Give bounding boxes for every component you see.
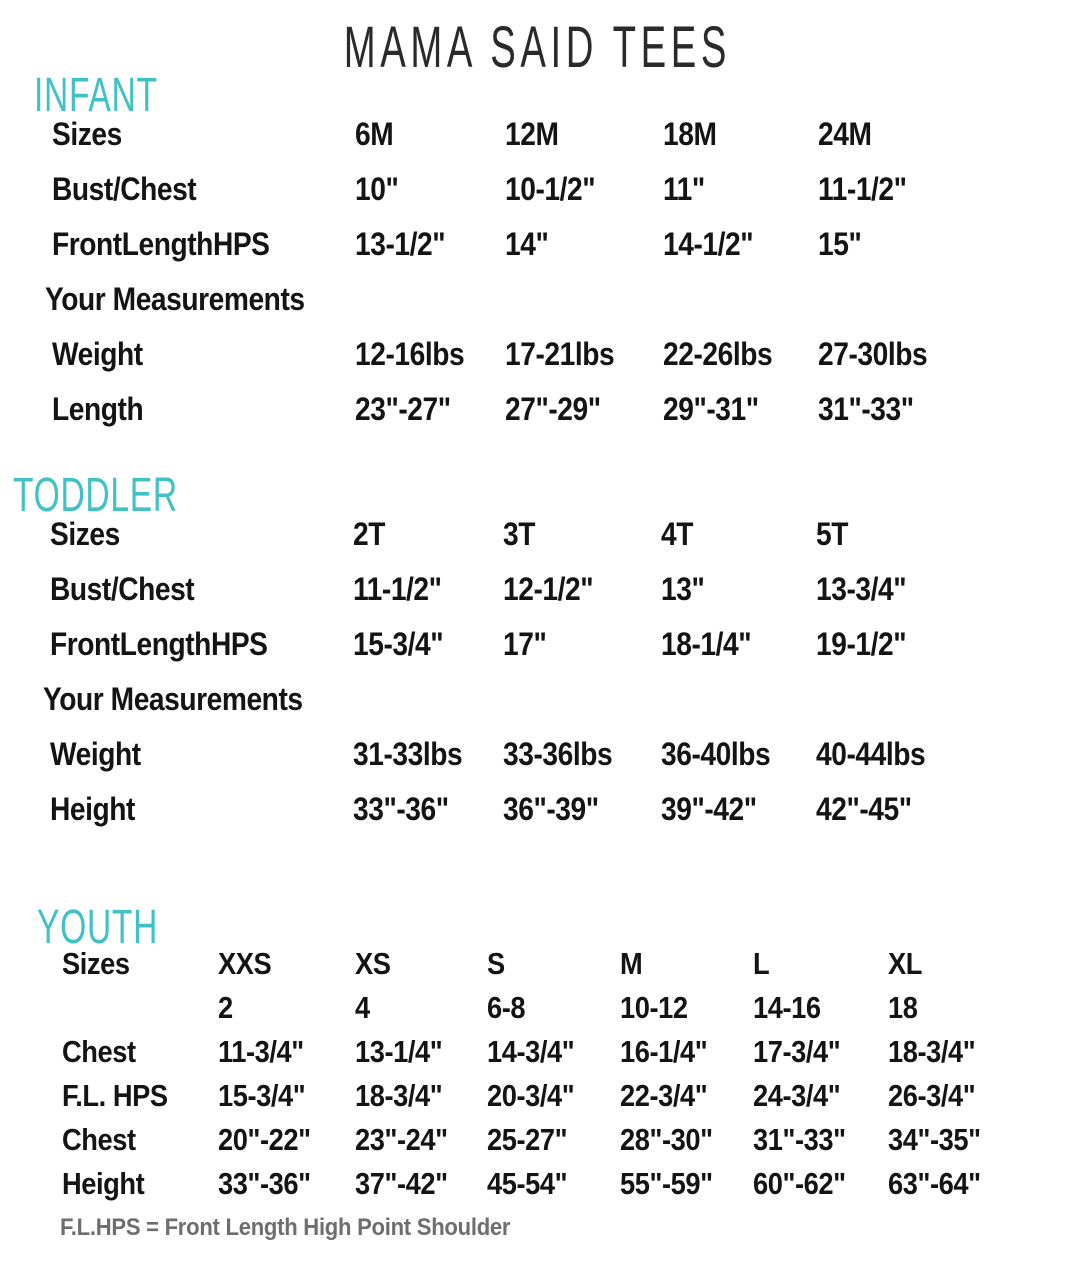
cell-value: 26-3/4" xyxy=(888,1078,976,1113)
cell-value: 3T xyxy=(503,516,535,552)
row-label: Sizes xyxy=(62,946,130,981)
table-row-youth-height xyxy=(62,1162,1072,1206)
cell-value: 15-3/4" xyxy=(353,626,444,662)
cell-value: 37"-42" xyxy=(355,1166,448,1201)
cell-value: 33"-36" xyxy=(353,791,449,827)
cell-value: XL xyxy=(888,946,922,981)
cell-value: 42"-45" xyxy=(816,791,912,827)
cell-value: 10-12 xyxy=(620,990,688,1025)
cell-value: 39"-42" xyxy=(661,791,757,827)
cell-value: 14-16 xyxy=(753,990,821,1025)
cell-value: 23"-27" xyxy=(355,391,451,427)
cell-value: 33-36lbs xyxy=(503,736,613,772)
cell-value: 63"-64" xyxy=(888,1166,981,1201)
row-label: Bust/Chest xyxy=(50,571,195,607)
cell-value: 14-1/2" xyxy=(663,226,754,262)
cell-value: 14" xyxy=(505,226,549,262)
row-label: Sizes xyxy=(50,516,120,552)
row-label: FrontLengthHPS xyxy=(50,626,268,662)
cell-value: 34"-35" xyxy=(888,1122,981,1157)
cell-value: 23"-24" xyxy=(355,1122,448,1157)
cell-value: 20"-22" xyxy=(218,1122,311,1157)
table-row-toddler-sizes xyxy=(50,507,1060,562)
table-row-infant-bust-chest xyxy=(52,162,1062,217)
cell-value: 11" xyxy=(663,171,705,207)
cell-value: 4T xyxy=(661,516,693,552)
table-subheading-infant-your-measurements xyxy=(45,272,1062,327)
cell-value: XXS xyxy=(218,946,272,981)
table-subheading-toddler-your-measurements xyxy=(43,672,1060,727)
cell-value: 60"-62" xyxy=(753,1166,846,1201)
table-row-infant-length xyxy=(52,382,1062,437)
row-label: Chest xyxy=(62,1122,136,1157)
cell-value: 31-33lbs xyxy=(353,736,463,772)
youth-table xyxy=(62,942,1072,1206)
cell-value: 36"-39" xyxy=(503,791,599,827)
cell-value: 12M xyxy=(505,116,559,152)
cell-empty xyxy=(503,672,642,727)
cell-value: 4 xyxy=(355,990,370,1025)
row-label xyxy=(62,986,199,1030)
cell-value: 45-54" xyxy=(487,1166,568,1201)
cell-empty xyxy=(355,272,487,327)
cell-empty xyxy=(816,672,1031,727)
cell-value: 17-21lbs xyxy=(505,336,615,372)
cell-value: 17" xyxy=(503,626,547,662)
table-row-toddler-weight xyxy=(50,727,1060,782)
row-label: F.L. HPS xyxy=(62,1078,168,1113)
cell-value: 22-26lbs xyxy=(663,336,773,372)
cell-value: 16-1/4" xyxy=(620,1034,708,1069)
cell-value: 10" xyxy=(355,171,399,207)
cell-value: 13-1/4" xyxy=(355,1034,443,1069)
cell-value: 12-16lbs xyxy=(355,336,465,372)
section-heading-toddler-text: TODDLER xyxy=(13,469,178,522)
subheading-label: Your Measurements xyxy=(45,281,305,317)
page-title-text: MAMA SAID TEES xyxy=(343,15,732,80)
cell-value: 31"-33" xyxy=(753,1122,846,1157)
table-row-youth-chest xyxy=(62,1030,1072,1074)
cell-value: 18-3/4" xyxy=(355,1078,443,1113)
table-row-toddler-front-length-hps xyxy=(50,617,1060,672)
cell-value: M xyxy=(620,946,643,981)
cell-value: 5T xyxy=(816,516,848,552)
cell-empty xyxy=(818,272,1033,327)
cell-value: 19-1/2" xyxy=(816,626,907,662)
row-label: Chest xyxy=(62,1034,136,1069)
section-heading-infant-text: INFANT xyxy=(34,69,158,122)
cell-value: 18-1/4" xyxy=(661,626,752,662)
row-label: Height xyxy=(62,1166,145,1201)
page-title xyxy=(0,14,1075,81)
cell-value: 6M xyxy=(355,116,394,152)
row-label: Sizes xyxy=(52,116,122,152)
table-row-toddler-height xyxy=(50,782,1060,837)
cell-value: 11-3/4" xyxy=(218,1034,304,1069)
cell-value: 13" xyxy=(661,571,705,607)
cell-value: 25-27" xyxy=(487,1122,568,1157)
cell-value: 29"-31" xyxy=(663,391,759,427)
cell-empty xyxy=(353,672,485,727)
infant-table xyxy=(45,107,1062,437)
cell-value: 22-3/4" xyxy=(620,1078,708,1113)
table-row-youth-numeric-sizes xyxy=(62,986,1072,1030)
table-row-youth-fl-hps xyxy=(62,1074,1072,1118)
footnote: F.L.HPS = Front Length High Point Shoulder xyxy=(60,1214,511,1241)
cell-value: 15" xyxy=(818,226,862,262)
cell-value: S xyxy=(487,946,505,981)
cell-value: 2T xyxy=(353,516,385,552)
cell-value: 17-3/4" xyxy=(753,1034,841,1069)
cell-value: 10-1/2" xyxy=(505,171,596,207)
cell-value: L xyxy=(753,946,770,981)
cell-value: 15-3/4" xyxy=(218,1078,306,1113)
table-row-toddler-bust-chest xyxy=(50,562,1060,617)
cell-value: XS xyxy=(355,946,391,981)
cell-empty xyxy=(505,272,644,327)
toddler-table xyxy=(43,507,1060,837)
cell-value: 24M xyxy=(818,116,872,152)
row-label: Length xyxy=(52,391,144,427)
cell-value: 2 xyxy=(218,990,233,1025)
cell-value: 13-1/2" xyxy=(355,226,446,262)
cell-value: 36-40lbs xyxy=(661,736,771,772)
row-label: Weight xyxy=(52,336,143,372)
cell-empty xyxy=(661,672,797,727)
cell-value: 28"-30" xyxy=(620,1122,713,1157)
cell-value: 6-8 xyxy=(487,990,526,1025)
row-label: Height xyxy=(50,791,135,827)
table-row-infant-front-length-hps xyxy=(52,217,1062,272)
cell-value: 18M xyxy=(663,116,717,152)
cell-value: 11-1/2" xyxy=(353,571,442,607)
table-row-infant-sizes xyxy=(52,107,1062,162)
cell-value: 27-30lbs xyxy=(818,336,928,372)
table-row-youth-chest-range xyxy=(62,1118,1072,1162)
section-heading-youth-text: YOUTH xyxy=(37,901,159,954)
cell-value: 40-44lbs xyxy=(816,736,926,772)
cell-value: 33"-36" xyxy=(218,1166,311,1201)
cell-value: 18 xyxy=(888,990,918,1025)
cell-value: 14-3/4" xyxy=(487,1034,575,1069)
cell-value: 27"-29" xyxy=(505,391,601,427)
cell-value: 31"-33" xyxy=(818,391,914,427)
cell-value: 12-1/2" xyxy=(503,571,594,607)
row-label: Weight xyxy=(50,736,141,772)
table-row-infant-weight xyxy=(52,327,1062,382)
subheading-label: Your Measurements xyxy=(43,681,303,717)
cell-value: 18-3/4" xyxy=(888,1034,976,1069)
cell-value: 55"-59" xyxy=(620,1166,713,1201)
cell-value: 24-3/4" xyxy=(753,1078,841,1113)
table-row-youth-sizes xyxy=(62,942,1072,986)
row-label: FrontLengthHPS xyxy=(52,226,270,262)
cell-value: 13-3/4" xyxy=(816,571,907,607)
cell-value: 11-1/2" xyxy=(818,171,907,207)
cell-empty xyxy=(663,272,799,327)
row-label: Bust/Chest xyxy=(52,171,197,207)
cell-value: 20-3/4" xyxy=(487,1078,575,1113)
